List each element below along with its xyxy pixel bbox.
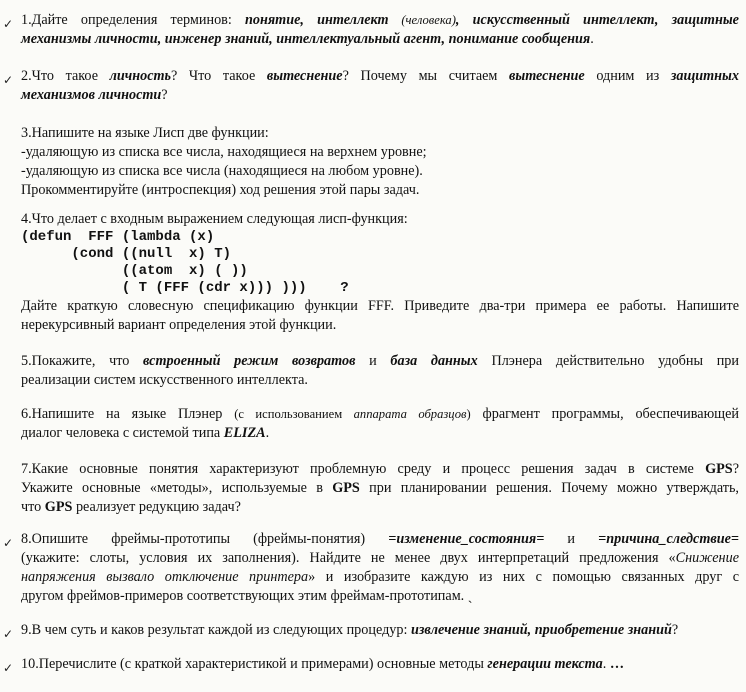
q3-line-4: Прокомментируйте (интроспекция) ход решения этой пары задач. <box>21 182 420 198</box>
q7-e: что <box>21 499 45 515</box>
check-mark-q8: ✓ <box>3 536 14 550</box>
q2-c: ? Что такое <box>171 68 267 84</box>
q8-f: Снижение <box>675 550 739 566</box>
q6-h: . <box>265 425 270 441</box>
q3-line-3: -удаляющую из списка все числа (находящиеся на любом уровне). <box>21 163 423 179</box>
q10-b: генерации текста <box>487 656 603 672</box>
q7-gps-1: GPS <box>705 461 733 477</box>
question-3 <box>21 124 739 200</box>
q1-term-3: , искусственный интеллект, защитные <box>455 12 739 28</box>
q7-c: Укажите основные «методы», используемые в <box>21 480 333 496</box>
q6-e: фрагмент программы, обеспечивающей <box>470 406 739 422</box>
q9-b: извлечение знаний, приобретение знаний <box>410 622 672 638</box>
q8-tail-mark: ˎ <box>467 588 473 604</box>
q1-term-1: понятие, интеллект <box>245 12 389 28</box>
q9-a: 9.В чем суть и каков результат каждой из следующих процедур: <box>21 622 411 638</box>
q1-end: . <box>590 31 594 47</box>
q6-f: диалог человека с системой типа <box>21 425 224 441</box>
q10-tail-mark: … <box>609 656 625 672</box>
q5-c: и <box>355 353 391 369</box>
q1-lead: 1.Дайте определения терминов: <box>21 12 245 28</box>
q2-i: механизмов личности <box>21 87 162 103</box>
q6-g: ELIZA <box>223 425 266 441</box>
q8-i: другом фреймов-примеров соответствующих этим фреймам-прототипам. <box>21 588 465 604</box>
q4-line-1: 4.Что делает с входным выражением следующая лисп-функция: <box>21 211 408 227</box>
question-1 <box>21 11 739 49</box>
question-2 <box>21 67 739 105</box>
question-8 <box>21 530 739 606</box>
q8-h: » и изобразите каждую из них с помощью связанных друг с <box>308 569 739 585</box>
question-5 <box>21 352 739 390</box>
q10-c: . <box>602 656 610 672</box>
q1-term-2: (человека) <box>388 13 456 27</box>
q7-b: ? <box>732 461 739 477</box>
q7-gps-3: GPS <box>44 499 73 515</box>
q4-code-line-4: ( T (FFF (cdr x))) ))) ? <box>21 280 349 296</box>
q5-b: встроенный режим возвратов <box>143 353 356 369</box>
q8-a: 8.Опишите фреймы-прототипы (фреймы-понятия) <box>21 531 389 547</box>
q2-f: вытеснение <box>509 68 585 84</box>
q4-line-2: Дайте краткую словесную спецификацию функции FFF. Приведите два-три примера ее работы. Напишите <box>21 298 739 314</box>
q5-f: реализации систем искусственного интеллекта. <box>21 372 308 388</box>
q4-code-line-3: ((atom x) ( )) <box>21 263 248 279</box>
q7-f: реализует редукцию задач? <box>72 499 241 515</box>
q8-g: напряжения вызвало отключение принтера <box>21 569 309 585</box>
check-mark-q10: ✓ <box>3 661 14 675</box>
q2-j: ? <box>161 87 168 103</box>
q6-c: аппарата образцов <box>353 407 467 421</box>
q6-d: ) <box>466 407 471 421</box>
check-mark-q1: ✓ <box>3 17 14 31</box>
question-6 <box>21 405 739 443</box>
q9-c: ? <box>671 622 679 638</box>
q4-code-line-1: (defun FFF (lambda (x) <box>21 229 215 245</box>
q5-d: база данных <box>390 353 478 369</box>
q2-h: защитных <box>670 68 739 84</box>
q8-e: (укажите: слоты, условия их заполнения). Найдите не менее двух интерпретаций предложения « <box>21 550 676 566</box>
q10-a: 10.Перечислите (с краткой характеристикой и примерами) основные методы <box>21 656 488 672</box>
q2-b: личность <box>109 68 172 84</box>
question-7 <box>21 460 739 517</box>
q2-e: ? Почему мы считаем <box>342 68 510 84</box>
q3-line-2: -удаляющую из списка все числа, находящиеся на верхнем уровне; <box>21 144 427 160</box>
question-9 <box>21 621 739 640</box>
check-mark-q2: ✓ <box>3 73 14 87</box>
q5-a: 5.Покажите, что <box>21 353 144 369</box>
check-mark-q9: ✓ <box>3 627 14 641</box>
q5-e: Плэнера действительно удобны при <box>477 353 739 369</box>
question-4 <box>21 210 739 335</box>
q3-line-1: 3.Напишите на языке Лисп две функции: <box>21 125 269 141</box>
q2-g: одним из <box>584 68 671 84</box>
q7-d: при планировании решения. Почему можно утверждать, <box>359 480 739 496</box>
q6-b: (с использованием <box>234 407 354 421</box>
q8-b: =изменение_состояния= <box>388 531 545 547</box>
q8-d: =причина_следствие= <box>598 531 739 547</box>
q2-d: вытеснение <box>266 68 343 84</box>
question-10 <box>21 655 739 674</box>
q8-c: и <box>544 531 599 547</box>
q1-term-4: механизмы личности, инженер знаний, интеллектуальный агент, понимание сообщения <box>21 31 591 47</box>
q2-a: 2.Что такое <box>21 68 110 84</box>
q4-code-line-2: (cond ((null x) T) <box>21 246 232 262</box>
q4-line-3: нерекурсивный вариант определения этой функции. <box>21 317 337 333</box>
q7-a: 7.Какие основные понятия характеризуют проблемную среду и процесс решения задач в системе <box>21 461 706 477</box>
q6-a: 6.Напишите на языке Плэнер <box>21 406 235 422</box>
q7-gps-2: GPS <box>332 480 360 496</box>
